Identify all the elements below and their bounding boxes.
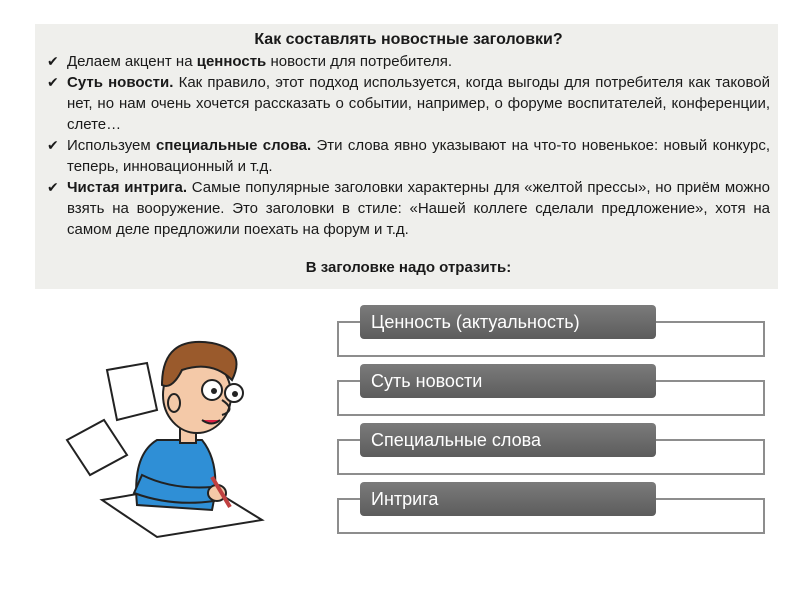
point-text: Эти слова явно указывают на что-то новенькое: новый конкурс, теперь, инновационный и т.д.: [67, 137, 770, 175]
point-text: Используем: [67, 137, 156, 154]
checkmark-icon: ✔: [47, 137, 59, 153]
checkmark-icon: ✔: [47, 74, 59, 90]
list-item: [47, 72, 770, 135]
checkmark-icon: ✔: [47, 53, 59, 69]
point-text: Делаем акцент на: [67, 53, 197, 70]
box-title: Как составлять новостные заголовки?: [254, 31, 563, 48]
highlight-pill: Интрига: [360, 482, 656, 516]
point-bold: ценность: [196, 53, 267, 70]
highlight-item: [337, 482, 765, 536]
content-box: [35, 24, 778, 289]
top-bar: [0, 0, 800, 20]
highlight-item: [337, 364, 765, 418]
list-item: [47, 135, 770, 177]
checkmark-icon: ✔: [47, 179, 59, 195]
highlight-pill: Специальные слова: [360, 423, 656, 457]
highlight-item: [337, 423, 765, 477]
box-subtitle: В заголовке надо отразить:: [305, 259, 512, 276]
point-bold: Чистая интрига.: [67, 179, 188, 196]
list-item: [47, 177, 770, 240]
highlight-item: [337, 305, 765, 359]
point-text: новости для потребителя.: [266, 53, 453, 70]
highlight-pill: Суть новости: [360, 364, 656, 398]
point-bold: специальные слова.: [156, 137, 312, 154]
highlight-pill: Ценность (актуальность): [360, 305, 656, 339]
writer-illustration-icon: [62, 315, 287, 540]
list-item: [47, 51, 770, 72]
point-text: Как правило, этот подход используется, когда выгоды для потребителя как таковой нет, но нам очень хочется рассказать о событии, например, о форуме воспитателей, конференции, слете…: [67, 74, 770, 133]
point-bold: Суть новости.: [67, 74, 174, 91]
points-list: [47, 51, 770, 240]
point-text: Самые популярные заголовки характерны для «желтой прессы», но приём можно взять на вооружение. Это заголовки в стиле: «Нашей коллеге сделали предложение», хотя на самом деле предложили поехать на форум и т.д.: [67, 179, 770, 238]
